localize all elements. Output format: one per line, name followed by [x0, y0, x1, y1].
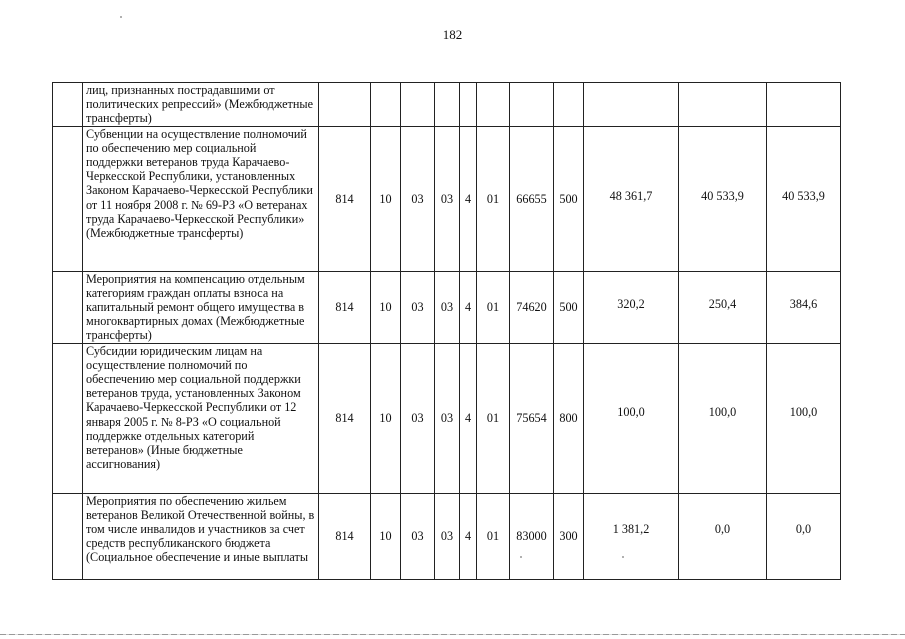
scan-speck [120, 16, 122, 18]
cell-amount-3: 100,0 [767, 343, 841, 493]
cell-direction: 74620 [510, 271, 554, 343]
cell-section: 10 [371, 343, 401, 493]
cell-section: 10 [371, 271, 401, 343]
cell-amount-1: 100,0 [584, 343, 679, 493]
cell-expense-type [554, 83, 584, 127]
row-description: Мероприятия по обеспечению жильем ветеранов Великой Отечественной войны, в том числе инвалидов и участников за счет средств республиканского бюджета (Социальное обеспечение и иные выплаты [83, 493, 319, 579]
budget-table [52, 82, 841, 580]
cell-direction [510, 83, 554, 127]
cell-subsection: 03 [401, 271, 435, 343]
table-row [53, 83, 841, 127]
row-blank-cell [53, 343, 83, 493]
cell-amount-3: 0,0 [767, 493, 841, 579]
cell-subprogram: 4 [460, 271, 477, 343]
table-row [53, 126, 841, 271]
cell-amount-1: 1 381,2 [584, 493, 679, 579]
table-row [53, 343, 841, 493]
row-description: Мероприятия на компенсацию отдельным категориям граждан оплаты взноса на капитальный ремонт общего имущества в многоквартирных домах (Межбюджетные трансферты) [83, 271, 319, 343]
cell-section: 10 [371, 493, 401, 579]
cell-amount-2: 0,0 [679, 493, 767, 579]
cell-subprogram: 4 [460, 343, 477, 493]
cell-program: 03 [435, 126, 460, 271]
cell-direction: 75654 [510, 343, 554, 493]
cell-subsection: 03 [401, 126, 435, 271]
cell-section [371, 83, 401, 127]
cell-event: 01 [477, 271, 510, 343]
table-row [53, 271, 841, 343]
row-description: лиц, признанных пострадавшими от политических репрессий» (Межбюджетные трансферты) [83, 83, 319, 127]
cell-amount-2 [679, 83, 767, 127]
row-description: Субвенции на осуществление полномочий по обеспечению мер социальной поддержки ветеранов труда Карачаево-Черкесской Республики, установленных Законом Карачаево-Черкесской Республики от 11 ноября 2008 г. № 69-РЗ «О ветеранах труда Карачаево-Черкесской Республики» (Межбюджетные трансферты) [83, 126, 319, 271]
page-number: 182 [442, 27, 463, 42]
cell-section: 10 [371, 126, 401, 271]
cell-amount-2: 40 533,9 [679, 126, 767, 271]
cell-amount-2: 100,0 [679, 343, 767, 493]
budget-table-wrap [52, 82, 840, 580]
cell-amount-3: 40 533,9 [767, 126, 841, 271]
cell-event [477, 83, 510, 127]
cell-direction: 66655 [510, 126, 554, 271]
cell-subprogram [460, 83, 477, 127]
cell-program [435, 83, 460, 127]
cell-subsection [401, 83, 435, 127]
cell-subsection: 03 [401, 493, 435, 579]
cell-expense-type: 300 [554, 493, 584, 579]
table-row [53, 493, 841, 579]
cell-program: 03 [435, 493, 460, 579]
cell-ministry: 814 [319, 493, 371, 579]
cell-ministry [319, 83, 371, 127]
cell-amount-2: 250,4 [679, 271, 767, 343]
cell-subprogram: 4 [460, 126, 477, 271]
cell-program: 03 [435, 271, 460, 343]
cell-amount-1 [584, 83, 679, 127]
cell-program: 03 [435, 343, 460, 493]
cell-expense-type: 500 [554, 271, 584, 343]
cell-expense-type: 800 [554, 343, 584, 493]
scan-edge-line [0, 634, 905, 635]
scan-speck [622, 556, 624, 558]
cell-ministry: 814 [319, 271, 371, 343]
cell-amount-1: 320,2 [584, 271, 679, 343]
cell-ministry: 814 [319, 126, 371, 271]
cell-amount-3: 384,6 [767, 271, 841, 343]
cell-event: 01 [477, 126, 510, 271]
cell-event: 01 [477, 493, 510, 579]
cell-subsection: 03 [401, 343, 435, 493]
row-blank-cell [53, 271, 83, 343]
cell-ministry: 814 [319, 343, 371, 493]
scan-speck [520, 556, 522, 558]
cell-expense-type: 500 [554, 126, 584, 271]
row-description: Субсидии юридическим лицам на осуществление полномочий по обеспечению мер социальной поддержки ветеранов труда, установленных Законом Карачаево-Черкесской Республики от 12 января 2005 г. № 8-РЗ «О социальной поддержке отдельных категорий ветеранов» (Иные бюджетные ассигнования) [83, 343, 319, 493]
cell-subprogram: 4 [460, 493, 477, 579]
row-blank-cell [53, 493, 83, 579]
row-blank-cell [53, 83, 83, 127]
cell-amount-1: 48 361,7 [584, 126, 679, 271]
cell-event: 01 [477, 343, 510, 493]
cell-direction: 83000 [510, 493, 554, 579]
row-blank-cell [53, 126, 83, 271]
cell-amount-3 [767, 83, 841, 127]
